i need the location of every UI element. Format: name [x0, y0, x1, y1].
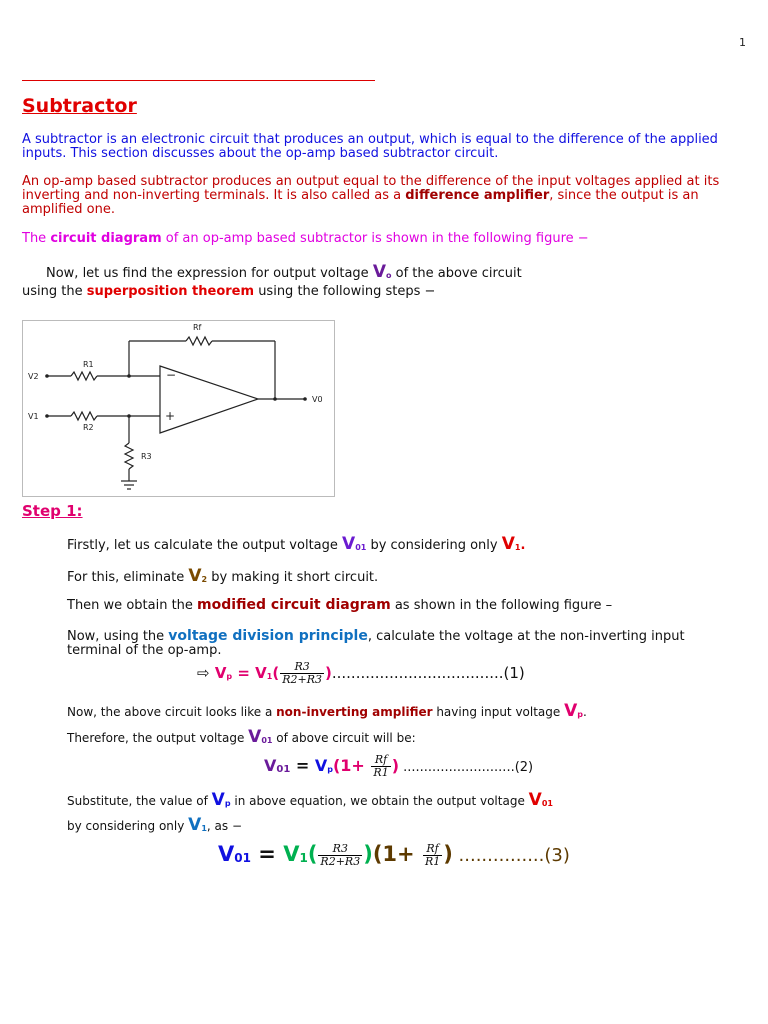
circuit-svg [23, 321, 334, 496]
step-line-2-text-2: by making it short circuit. [207, 570, 379, 585]
eq3-close: ) [363, 842, 373, 866]
line8-v1-sub: 1 [201, 824, 207, 833]
eq1-fraction [280, 661, 324, 686]
vo-symbol: V [372, 262, 386, 282]
non-inverting-bold: non-inverting amplifier [276, 705, 433, 719]
eq2-denominator: R1 [373, 766, 389, 779]
eq3-fraction-1 [318, 843, 362, 868]
step-line-8 [67, 815, 242, 835]
definition-paragraph [22, 175, 750, 217]
step-line-1 [67, 534, 525, 554]
line7-vp: V [211, 790, 225, 810]
r2-label: R2 [83, 423, 94, 432]
figure-intro-paragraph [22, 232, 750, 246]
noninverting-sign: + [165, 409, 176, 423]
superposition-bold: superposition theorem [86, 284, 255, 299]
step-line-4-text-1: Now, using the [67, 629, 169, 644]
line5-vp: V [564, 701, 578, 721]
eq1-open-paren: ( [272, 664, 280, 682]
vo-label: V0 [312, 395, 323, 404]
eq3-v01-sub: 01 [234, 851, 251, 865]
eq2-vp: V [314, 756, 328, 775]
eq1-numerator: R3 [280, 661, 324, 674]
step-line-7 [67, 790, 553, 810]
eq3-v1: V [283, 842, 300, 866]
eq2-numerator: Rf [371, 754, 390, 767]
step-line-3 [67, 597, 612, 613]
v1-symbol: V [501, 534, 515, 554]
step-line-6 [67, 727, 416, 747]
eq2-v01: V [264, 756, 277, 775]
step-line-6-text-2: of above circuit will be: [272, 731, 416, 745]
v2-symbol: V [188, 566, 202, 586]
step-line-5-text-2: having input voltage [432, 705, 565, 719]
superposition-line-2 [22, 284, 435, 299]
eq3-fraction-2 [423, 843, 442, 868]
eq1-close-paren: ) [325, 664, 332, 682]
line7-v01-sub: 01 [541, 799, 553, 808]
figure-intro-text-2: of an op-amp based subtractor is shown in the following figure − [161, 231, 589, 246]
definition-bold: difference amplifier [405, 188, 550, 203]
step-line-8-text-2: , as − [206, 819, 243, 833]
step-line-1-text-1: Firstly, let us calculate the output voltage [67, 538, 343, 553]
definition-text-1: An op-amp based subtractor produces an output equal to the difference of the input voltages applied at its inverting and non-inverting terminals. It is also called as a [22, 174, 720, 203]
eq3-numerator-1: R3 [318, 843, 362, 856]
v01-symbol: V [342, 534, 356, 554]
r3-label: R3 [141, 452, 152, 461]
equation-1 [197, 661, 525, 686]
modified-circuit-bold: modified circuit diagram [197, 597, 391, 613]
v1-label: V1 [28, 412, 39, 421]
superposition-text-1: Now, let us find the expression for output voltage [46, 266, 373, 281]
line7-vp-sub: p [224, 799, 231, 808]
subtractor-circuit-figure [22, 320, 335, 497]
step-line-7-text-1: Substitute, the value of [67, 794, 212, 808]
inverting-sign: − [166, 368, 177, 382]
line6-v01-sub: 01 [261, 736, 273, 745]
v1-subscript: 1 [514, 543, 521, 552]
figure-intro-bold: circuit diagram [50, 231, 162, 246]
eq2-equals: = [290, 756, 315, 775]
eq3-denominator-2: R1 [424, 854, 441, 868]
eq2-v01-sub: 01 [276, 764, 291, 775]
step-line-8-text-1: by considering only [67, 819, 189, 833]
header-rule [22, 80, 375, 81]
v01-subscript: 01 [355, 543, 367, 552]
eq3-v01: V [218, 842, 235, 866]
v2-subscript: 2 [201, 575, 208, 584]
step-line-2-text-1: For this, eliminate [67, 570, 189, 585]
eq3-denominator-1: R2+R3 [320, 854, 361, 868]
page-title: Subtractor [22, 95, 137, 117]
eq3-close-2: ) [443, 842, 453, 866]
line6-v01: V [248, 727, 262, 747]
eq2-dots-number: ...........................(2) [399, 760, 534, 775]
step-line-3-text-2: as shown in the following figure – [390, 598, 613, 613]
r1-label: R1 [83, 360, 94, 369]
step-line-5-text-1: Now, the above circuit looks like a [67, 705, 277, 719]
eq2-close: ) [391, 756, 399, 775]
superposition-text-4: using the following steps − [254, 284, 436, 299]
step-line-5 [67, 701, 587, 721]
step-1-heading: Step 1: [22, 502, 83, 520]
equation-2 [264, 754, 533, 779]
eq3-dots-number: ...............(3) [452, 845, 570, 866]
eq2-open: (1+ [332, 756, 371, 775]
eq3-open-2: (1+ [372, 842, 422, 866]
step-line-4-text-2: , calculate the voltage at the non-inverting input terminal of the op-amp. [67, 629, 685, 658]
vo-subscript: o [386, 271, 392, 280]
implies-arrow-icon: ⇨ [197, 664, 210, 682]
eq1-vp: V [214, 664, 227, 682]
eq3-v1-sub: 1 [299, 851, 308, 865]
eq1-denominator: R2+R3 [282, 673, 322, 686]
step-line-3-text-1: Then we obtain the [67, 598, 198, 613]
line7-v01: V [528, 790, 542, 810]
eq3-numerator-2: Rf [423, 843, 442, 856]
eq2-fraction [371, 754, 390, 779]
definition-text-2: , since the output is an amplified one. [22, 188, 699, 217]
step-line-1-period: . [520, 538, 526, 553]
line5-vp-sub: p [577, 710, 583, 719]
superposition-line-1 [46, 262, 522, 282]
rf-label: Rf [193, 323, 202, 332]
eq1-v1: V [255, 664, 267, 682]
step-line-5-period: . [583, 705, 587, 719]
step-line-4 [67, 629, 707, 658]
superposition-text-2: of the above circuit [391, 266, 522, 281]
eq3-equals: = [250, 842, 284, 866]
superposition-text-3: using the [22, 284, 87, 299]
step-line-6-text-1: Therefore, the output voltage [67, 731, 249, 745]
step-line-2 [67, 566, 378, 586]
eq2-vp-sub: p [327, 765, 333, 774]
step-line-7-text-2: in above equation, we obtain the output voltage [230, 794, 529, 808]
line8-v1: V [188, 815, 202, 835]
equation-3 [218, 842, 570, 868]
page-number: 1 [739, 36, 746, 49]
intro-paragraph: A subtractor is an electronic circuit that produces an output, which is equal to the difference of the applied inputs. This section discusses about the op-amp based subtractor circuit. [22, 132, 718, 161]
eq1-dots-number: ....................................(1) [331, 664, 525, 682]
step-line-1-text-2: by considering only [366, 538, 502, 553]
voltage-division-bold: voltage division principle [168, 628, 368, 644]
v2-label: V2 [28, 372, 39, 381]
figure-intro-text-1: The [22, 231, 51, 246]
eq1-vp-sub: p [226, 672, 233, 681]
eq1-equals: = [232, 664, 256, 682]
eq1-v1-sub: 1 [266, 672, 273, 681]
eq3-open: ( [307, 842, 318, 866]
